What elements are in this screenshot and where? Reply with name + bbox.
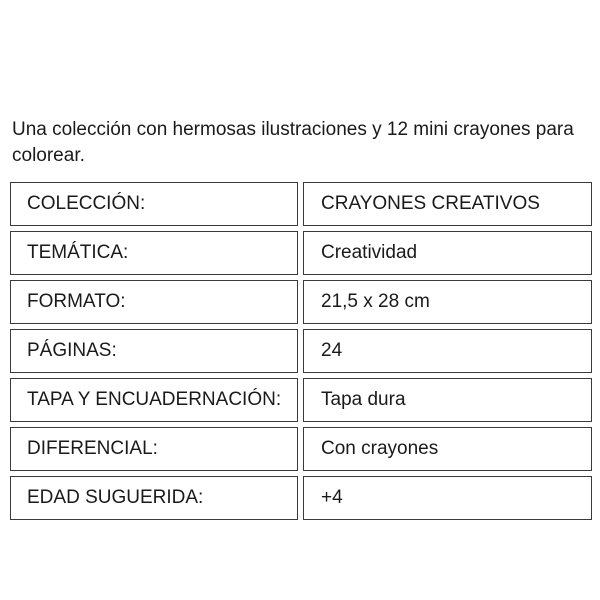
spec-label: PÁGINAS: [10, 329, 298, 373]
spec-row-diferencial [10, 427, 592, 471]
spec-value: CRAYONES CREATIVOS [303, 182, 592, 226]
spec-label: DIFERENCIAL: [10, 427, 298, 471]
spec-table [10, 182, 592, 525]
product-description: Una colección con hermosas ilustraciones y 12 mini crayones para colorear. [12, 119, 574, 166]
spec-label: TAPA Y ENCUADERNACIÓN: [10, 378, 298, 422]
spec-value: +4 [303, 476, 592, 520]
spec-label: COLECCIÓN: [10, 182, 298, 226]
spec-row-paginas [10, 329, 592, 373]
spec-row-edad [10, 476, 592, 520]
spec-row-coleccion [10, 182, 592, 226]
spec-label: FORMATO: [10, 280, 298, 324]
spec-value: Tapa dura [303, 378, 592, 422]
spec-value: 21,5 x 28 cm [303, 280, 592, 324]
spec-row-formato [10, 280, 592, 324]
spec-label: EDAD SUGUERIDA: [10, 476, 298, 520]
spec-value: Creatividad [303, 231, 592, 275]
spec-value: Con crayones [303, 427, 592, 471]
spec-value: 24 [303, 329, 592, 373]
spec-row-tematica [10, 231, 592, 275]
spec-row-tapa [10, 378, 592, 422]
spec-label: TEMÁTICA: [10, 231, 298, 275]
